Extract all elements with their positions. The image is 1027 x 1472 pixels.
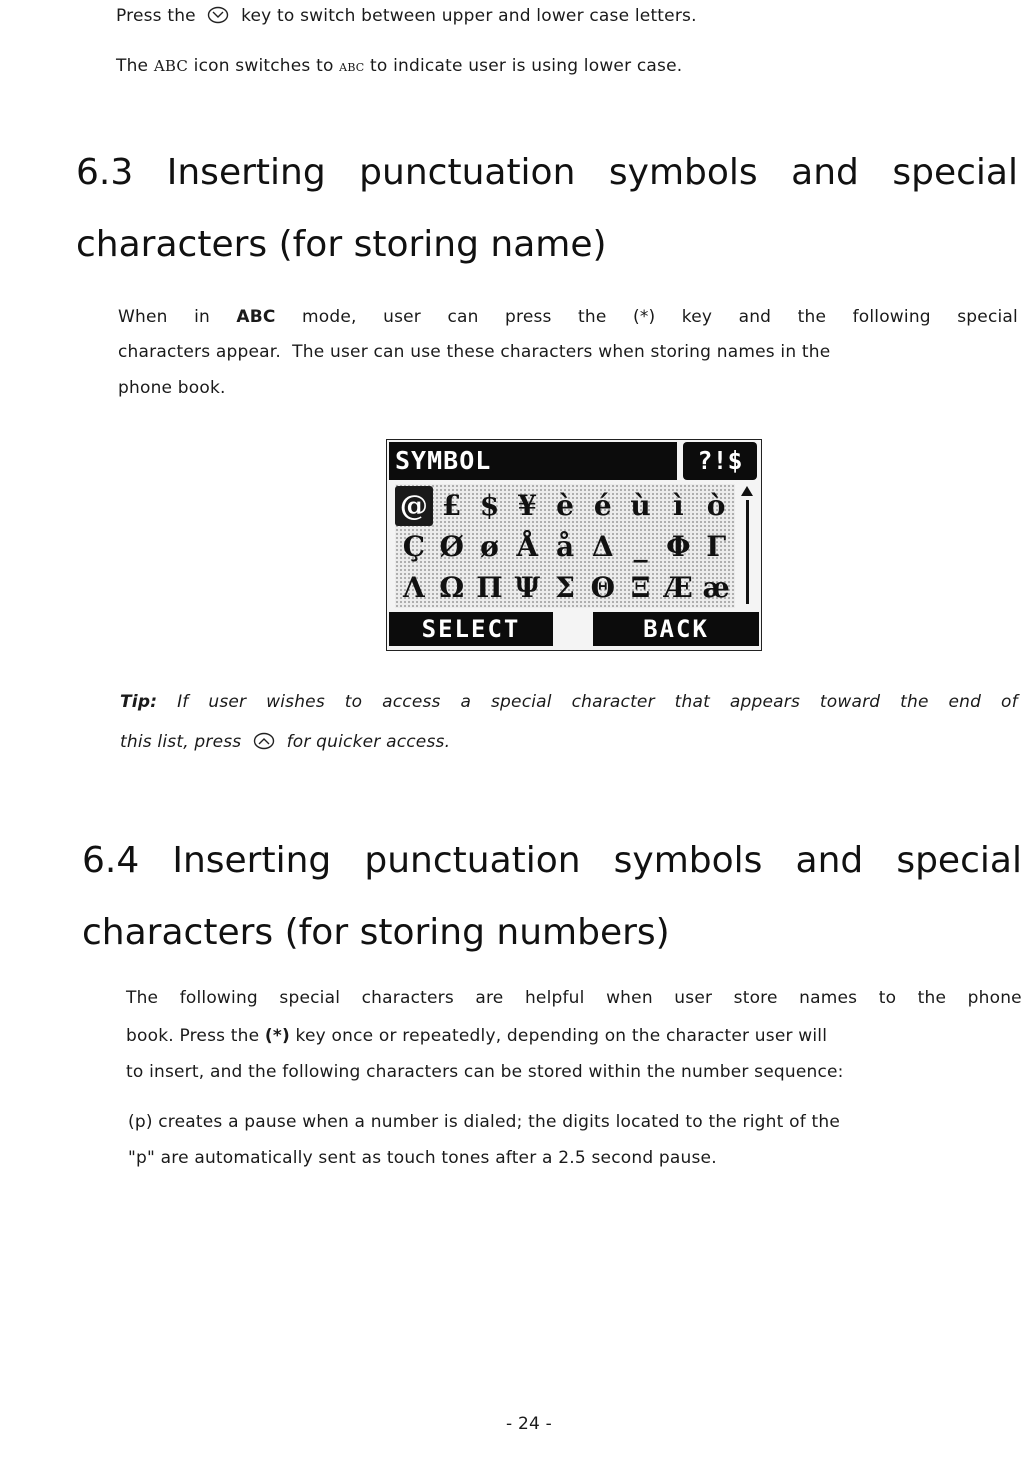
section-63-heading-line-1 — [76, 152, 1018, 193]
intro-the-text: The — [116, 56, 149, 76]
para-word: can — [447, 307, 479, 327]
para-word: to — [878, 988, 897, 1008]
up-arrow-key-icon — [253, 732, 275, 755]
symbol-cell[interactable]: ò — [706, 489, 726, 522]
symbol-cell[interactable]: $ — [479, 489, 500, 522]
heading-word: symbols — [608, 152, 758, 193]
tip-word: user — [208, 692, 247, 712]
tip-word: end — [948, 692, 982, 712]
symbol-cell[interactable]: Γ — [706, 530, 727, 563]
page-number: - 24 - — [506, 1414, 552, 1434]
section-63-para-line-2: characters appear. The user can use these characters when storing names in the — [118, 342, 831, 362]
tip-word: special — [490, 692, 552, 712]
tip-word: that — [674, 692, 710, 712]
para-word: When — [118, 307, 168, 327]
section-63-heading-number: 6.3 — [76, 152, 134, 193]
symbol-row — [395, 486, 735, 526]
symbol-cell[interactable]: é — [593, 489, 612, 522]
symbol-cell[interactable]: æ — [702, 571, 730, 604]
symbol-row — [395, 568, 735, 608]
symbol-cell[interactable]: Φ — [666, 530, 691, 563]
section-63-para-line-3: phone book. — [118, 378, 226, 398]
symbol-cell[interactable]: Ψ — [514, 571, 541, 604]
symbol-cell[interactable]: Å — [516, 530, 539, 563]
heading-word: special — [896, 840, 1022, 881]
p-pause-line-2: "p" are automatically sent as touch tones after a 2.5 second pause. — [128, 1148, 717, 1168]
symbol-cell[interactable]: Ξ — [630, 571, 651, 604]
symbol-cell[interactable]: Ω — [439, 571, 465, 604]
intro-line-1 — [116, 6, 697, 29]
heading-word: special — [892, 152, 1018, 193]
p-pause-label: (p) — [128, 1112, 153, 1132]
symbol-cell[interactable]: Σ — [555, 571, 575, 604]
para-word: the — [797, 307, 827, 327]
tip-press-text: this list, press — [120, 732, 242, 752]
intro-lowercase-text: to indicate user is using lower case. — [370, 56, 683, 76]
section-63-heading-line-2: characters (for storing name) — [76, 224, 607, 265]
heading-word: symbols — [613, 840, 763, 881]
symbol-cell[interactable]: ¥ — [517, 489, 537, 522]
section-64-heading-line-1 — [82, 840, 1022, 881]
symbol-cell[interactable]: _ — [633, 530, 648, 563]
abc-lower-icon: abc — [339, 57, 365, 75]
heading-word: and — [795, 840, 864, 881]
abc-mode-label: ABC — [236, 307, 276, 327]
tip-quicker-text: for quicker access. — [286, 732, 451, 752]
para-word: key — [681, 307, 713, 327]
abc-upper-icon: ABC — [153, 57, 189, 75]
para-word: and — [738, 307, 772, 327]
para-word: helpful — [524, 988, 585, 1008]
section-64-para-line-1 — [126, 988, 1022, 1008]
heading-word: Inserting — [166, 152, 326, 193]
tip-word: toward — [819, 692, 881, 712]
back-soft-key[interactable]: BACK — [593, 612, 759, 646]
para-word: phone — [967, 988, 1022, 1008]
para-word: characters — [361, 988, 454, 1008]
section-64-heading-number: 6.4 — [82, 840, 140, 881]
heading-word: punctuation — [359, 152, 576, 193]
section-63-para-line-1 — [118, 307, 1018, 327]
symbol-cell[interactable]: Æ — [663, 571, 693, 604]
symbol-cell[interactable]: Π — [476, 571, 503, 604]
intro-line-2 — [116, 56, 682, 76]
para-key-text: key once or repeatedly, depending on the character user will — [295, 1026, 828, 1046]
tip-label: Tip: — [120, 692, 158, 712]
para-word: the — [578, 307, 607, 327]
symbol-cell-selected[interactable]: @ — [395, 486, 433, 526]
tip-word: If — [177, 692, 189, 712]
symbol-cell[interactable]: Δ — [591, 530, 614, 563]
symbol-cell[interactable]: å — [555, 530, 575, 563]
para-word: in — [194, 307, 210, 327]
intro-icon-switches-text: icon switches to — [193, 56, 334, 76]
tip-word: a — [460, 692, 472, 712]
heading-word: punctuation — [364, 840, 581, 881]
intro-press-text: Press the — [116, 6, 196, 26]
symbol-cell[interactable]: Θ — [590, 571, 615, 604]
select-soft-key[interactable]: SELECT — [389, 612, 553, 646]
symbol-grid — [395, 484, 735, 608]
para-word: following — [179, 988, 258, 1008]
para-press-text: book. Press the — [126, 1026, 260, 1046]
p-pause-text: creates a pause when a number is dialed; the digits located to the right of the — [158, 1112, 840, 1132]
tip-word: the — [900, 692, 929, 712]
para-word: are — [475, 988, 504, 1008]
tip-line-2 — [120, 732, 450, 755]
para-word: press — [505, 307, 552, 327]
para-word: following — [852, 307, 931, 327]
heading-word: and — [791, 152, 859, 193]
star-key-label: (*) — [264, 1026, 290, 1046]
intro-switch-text: key to switch between upper and lower case letters. — [241, 6, 697, 26]
symbol-scrollbar[interactable] — [741, 486, 755, 604]
symbol-cell[interactable]: Λ — [403, 571, 425, 604]
tip-word: to — [344, 692, 363, 712]
symbol-cell[interactable]: £ — [441, 489, 462, 522]
symbol-cell[interactable]: ø — [480, 530, 499, 563]
symbol-row — [395, 527, 735, 567]
symbol-cell[interactable]: ì — [673, 489, 684, 522]
phone-symbol-screen — [386, 439, 762, 651]
para-word: the — [917, 988, 947, 1008]
para-word: (*) — [632, 307, 656, 327]
symbol-cell[interactable]: è — [556, 489, 574, 522]
tip-word: access — [382, 692, 441, 712]
tip-word: of — [1001, 692, 1018, 712]
para-word: names — [799, 988, 858, 1008]
down-arrow-key-icon — [207, 6, 229, 29]
tip-line-1 — [120, 692, 1018, 712]
para-word: user — [383, 307, 421, 327]
para-word: store — [733, 988, 778, 1008]
para-word: The — [126, 988, 159, 1008]
para-word: special — [957, 307, 1018, 327]
scrollbar-track — [746, 500, 749, 604]
symbol-cell[interactable]: ù — [630, 489, 651, 522]
symbol-cell[interactable]: Ø — [439, 530, 464, 563]
para-word: mode, — [302, 307, 357, 327]
tip-word: wishes — [266, 692, 325, 712]
section-64-heading-line-2: characters (for storing numbers) — [82, 912, 670, 953]
section-64-para-line-3: to insert, and the following characters can be stored within the number sequence: — [126, 1062, 844, 1082]
scroll-up-arrow-icon — [741, 486, 753, 496]
symbol-cell[interactable]: Ç — [402, 530, 426, 563]
para-word: special — [279, 988, 341, 1008]
tip-word: character — [571, 692, 655, 712]
screen-title: SYMBOL — [389, 442, 677, 480]
para-word: user — [674, 988, 713, 1008]
para-word: when — [606, 988, 653, 1008]
section-64-para-line-2 — [126, 1026, 827, 1046]
tip-word: appears — [729, 692, 800, 712]
heading-word: Inserting — [172, 840, 332, 881]
symbol-mode-badge: ?!$ — [683, 442, 757, 480]
p-pause-line-1 — [128, 1112, 840, 1132]
